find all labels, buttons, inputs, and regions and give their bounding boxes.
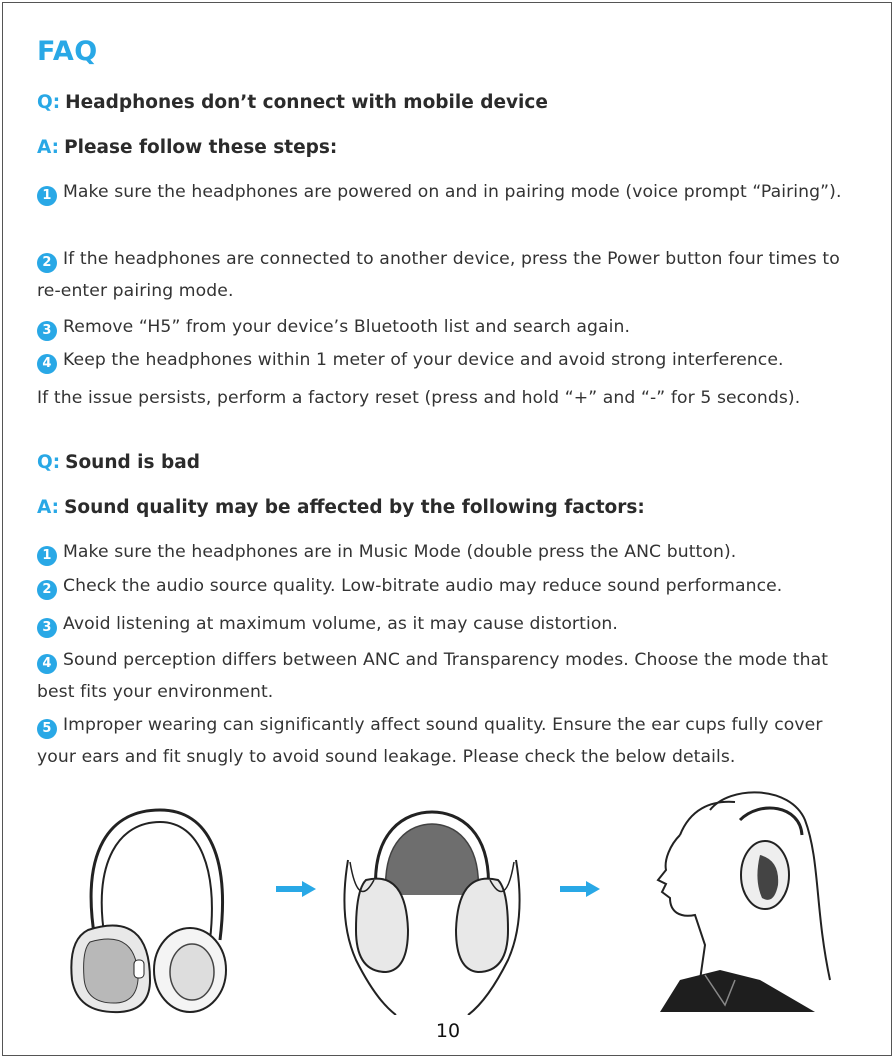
step-number-icon: 4 xyxy=(37,354,57,374)
arrow-right-icon xyxy=(560,881,600,897)
q-tag: Q: xyxy=(37,92,61,113)
question-1-text: Headphones don’t connect with mobile device xyxy=(65,92,548,113)
a-tag: A: xyxy=(37,137,60,158)
page-title: FAQ xyxy=(37,36,98,67)
hands-holding-headphones-illustration xyxy=(336,800,528,1015)
step-number-icon: 1 xyxy=(37,186,57,206)
answer-2-text: Sound quality may be affected by the following factors: xyxy=(64,497,645,518)
answer-1-text: Please follow these steps: xyxy=(64,137,338,158)
step-number-icon: 5 xyxy=(37,719,57,739)
s1-step-2 xyxy=(37,243,867,307)
s2-step-4-text: Sound perception differs between ANC and Transparency modes. Choose the mode that best fits your environment. xyxy=(37,650,829,702)
s1-step-1 xyxy=(37,176,867,208)
s1-step-3-text: Remove “H5” from your device’s Bluetooth list and search again. xyxy=(63,317,631,337)
question-2-text: Sound is bad xyxy=(65,452,200,473)
s2-step-1-text: Make sure the headphones are in Music Mode (double press the ANC button). xyxy=(63,542,737,562)
s1-step-4-text: Keep the headphones within 1 meter of your device and avoid strong interference. xyxy=(63,350,784,370)
s1-step-2-text: If the headphones are connected to another device, press the Power button four times to re-enter pairing mode. xyxy=(37,249,840,301)
question-2 xyxy=(37,452,200,473)
step-number-icon: 3 xyxy=(37,321,57,341)
s1-step-3 xyxy=(37,311,867,343)
s2-step-1 xyxy=(37,536,867,568)
step-number-icon: 1 xyxy=(37,546,57,566)
arrow-right-icon xyxy=(276,881,316,897)
s2-step-5-text: Improper wearing can significantly affect sound quality. Ensure the ear cups fully cover your ears and fit snugly to avoid sound leakage. Please check the below details. xyxy=(37,715,823,767)
answer-1 xyxy=(37,137,337,158)
step-number-icon: 2 xyxy=(37,253,57,273)
s1-step-1-text: Make sure the headphones are powered on and in pairing mode (voice prompt “Pairing”). xyxy=(63,182,842,202)
woman-wearing-headphones-illustration xyxy=(640,780,840,1012)
s2-step-4 xyxy=(37,644,867,708)
page-number: 10 xyxy=(435,1020,461,1042)
q-tag: Q: xyxy=(37,452,61,473)
s1-step-4 xyxy=(37,344,867,376)
headphones-illustration xyxy=(60,790,240,1015)
step-number-icon: 2 xyxy=(37,580,57,600)
step-number-icon: 3 xyxy=(37,618,57,638)
s2-step-5 xyxy=(37,709,867,773)
s2-step-3-text: Avoid listening at maximum volume, as it may cause distortion. xyxy=(63,614,618,634)
answer-2 xyxy=(37,497,645,518)
step-number-icon: 4 xyxy=(37,654,57,674)
question-1 xyxy=(37,92,548,113)
s2-step-3 xyxy=(37,608,867,640)
a-tag: A: xyxy=(37,497,60,518)
s1-note: If the issue persists, perform a factory reset (press and hold “+” and “-” for 5 seconds). xyxy=(37,388,801,408)
s2-step-2-text: Check the audio source quality. Low-bitrate audio may reduce sound performance. xyxy=(63,576,783,596)
s2-step-2 xyxy=(37,570,867,602)
